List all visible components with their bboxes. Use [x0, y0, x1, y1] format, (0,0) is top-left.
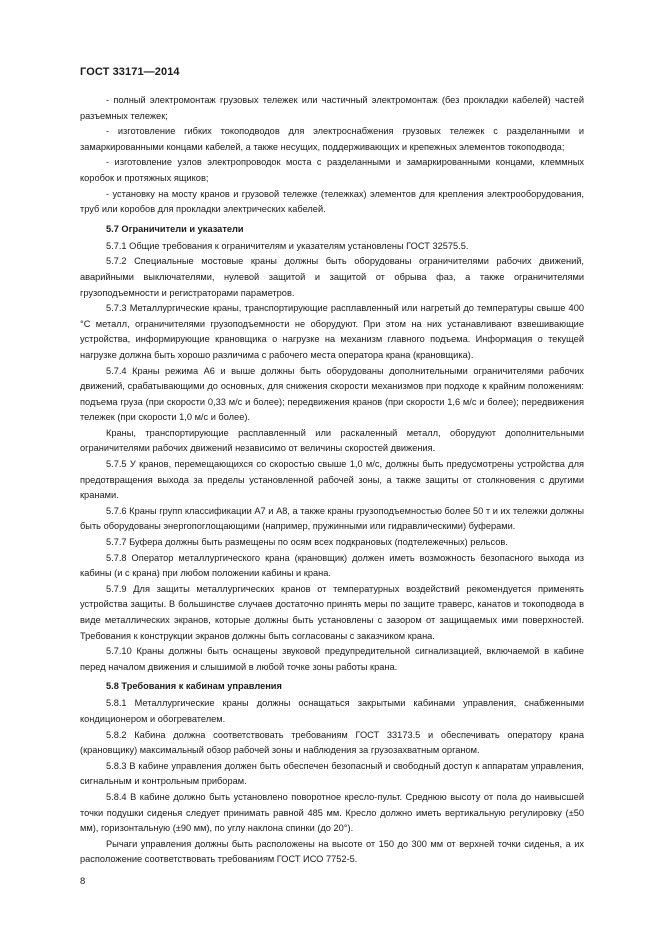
- paragraph: Краны, транспортирующие расплавленный или раскаленный металл, оборудуют дополнительными ограничителями рабочих движений независимо от величины скоростей движения.: [80, 427, 584, 454]
- document-body: [80, 93, 584, 868]
- paragraph: 5.7.1 Общие требования к ограничителям и указателям установлены ГОСТ 32575.5.: [106, 240, 469, 251]
- paragraph: 5.8.4 В кабине должно быть установлено поворотное кресло-пульт. Среднюю высоту от пола до наивысшей точки подушки сиденья следует принимать равной 485 мм. Кресло должно иметь вертикальную регулировку (±50 мм), горизонтальную (±90 мм), по углу наклона спинки (до 20°).: [80, 791, 584, 834]
- paragraph: - полный электромонтаж грузовых тележек или частичный электромонтаж (без прокладки кабелей) частей разъемных тележек;: [80, 95, 584, 121]
- paragraph: 5.7.9 Для защиты металлургических кранов от температурных воздействий рекомендуется применять устройства защиты. В большинстве случаев достаточно принять меры по защите траверс, канатов и токоподвода в виде металлических экранов, которые должны быть установлены с зазором от защищаемых ими поверхностей. Требования к конструкции экранов должны быть согласованы с заказчиком крана.: [80, 583, 584, 641]
- paragraph: 5.7.4 Краны режима А6 и выше должны быть оборудованы дополнительными ограничителями рабочих движений, срабатывающими до основных, для снижения скорости механизмов при подходе к крайним положениям: подъема груза (при скорости 0,33 м/с и более); передвижения кранов (при скорости 1,6 м/с и более); передвижения тележек (при скорости 1,0 м/с и более).: [80, 365, 584, 423]
- paragraph: 5.7.10 Краны должны быть оснащены звуковой предупредительной сигнализацией, включаемой в кабине перед началом движения и слышимой в любой точке зоны работы крана.: [80, 646, 584, 672]
- paragraph: 5.7.3 Металлургические краны, транспортирующие расплавленный или нагретый до температуры свыше 400 °С металл, ограничителями грузоподъемности не оборудуют. При этом на них устанавливают взвешивающие устройства, информирующие крановщика о нагрузке на механизм главного подъема. Информация о текущей нагрузке должна быть хорошо различима с рабочего места оператора крана (крановщика).: [80, 303, 584, 360]
- paragraph: - установку на мосту кранов и грузовой тележке (тележках) элементов для крепления электрооборудования, труб или коробов для прокладки электрических кабелей.: [80, 188, 584, 215]
- paragraph: 5.7.8 Оператор металлургического крана (крановщик) должен иметь возможность безопасного выхода из кабины (и с крана) при любом положении кабины и крана.: [80, 552, 584, 579]
- paragraph: 5.8.3 В кабине управления должен быть обеспечен безопасный и свободный доступ к аппаратам управления, сигнальным и контрольным приборам.: [80, 760, 584, 787]
- document-header: ГОСТ 33171—2014: [80, 66, 180, 78]
- paragraph: 5.7.5 У кранов, перемещающихся со скоростью свыше 1,0 м/с, должны быть предусмотрены устройства для предотвращения выхода за пределы установленной рабочей зоны, а также защиты от столкновения с другими кранами.: [80, 459, 584, 501]
- paragraph: Рычаги управления должны быть расположены на высоте от 150 до 300 мм от верхней точки сиденья, а их расположение соответствовать требованиям ГОСТ ИСО 7752-5.: [80, 838, 584, 865]
- section-heading: 5.8 Требования к кабинам управления: [106, 681, 282, 692]
- paragraph: 5.7.7 Буфера должны быть размещены по осям всех подкрановых (подтележечных) рельсов.: [106, 537, 508, 548]
- section-heading: 5.7 Ограничители и указатели: [106, 223, 244, 234]
- paragraph: 5.8.2 Кабина должна соответствовать требованиям ГОСТ 33173.5 и обеспечивать оператору крана (крановщику) максимальный обзор рабочей зоны и наблюдения за грузозахватным органом.: [80, 729, 584, 756]
- paragraph: - изготовление гибких токоподводов для электроснабжения грузовых тележек с разделанными и замаркированными концами кабелей, а также несущих, поддерживающих и крепежных элементов токоподвода;: [80, 126, 584, 152]
- paragraph: 5.8.1 Металлургические краны должны оснащаться закрытыми кабинами управления, снабженными кондиционером и обогревателем.: [80, 698, 584, 724]
- paragraph: 5.7.2 Специальные мостовые краны должны быть оборудованы ограничителями рабочих движений, аварийными выключателями, нулевой защитой и защитой от обрыва фаз, а также ограничителями грузоподъемности и регистраторами параметров.: [80, 256, 584, 298]
- paragraph: - изготовление узлов электропроводок моста с разделанными и замаркированными концами, клеммных коробок и протяжных ящиков;: [80, 157, 584, 183]
- page-number: 8: [80, 876, 86, 887]
- paragraph: 5.7.6 Краны групп классификации А7 и А8, а также краны грузоподъемностью более 50 т и их тележки должны быть оборудованы энергопоглощающими (например, пружинными или гидравлическими) буферами.: [80, 505, 584, 532]
